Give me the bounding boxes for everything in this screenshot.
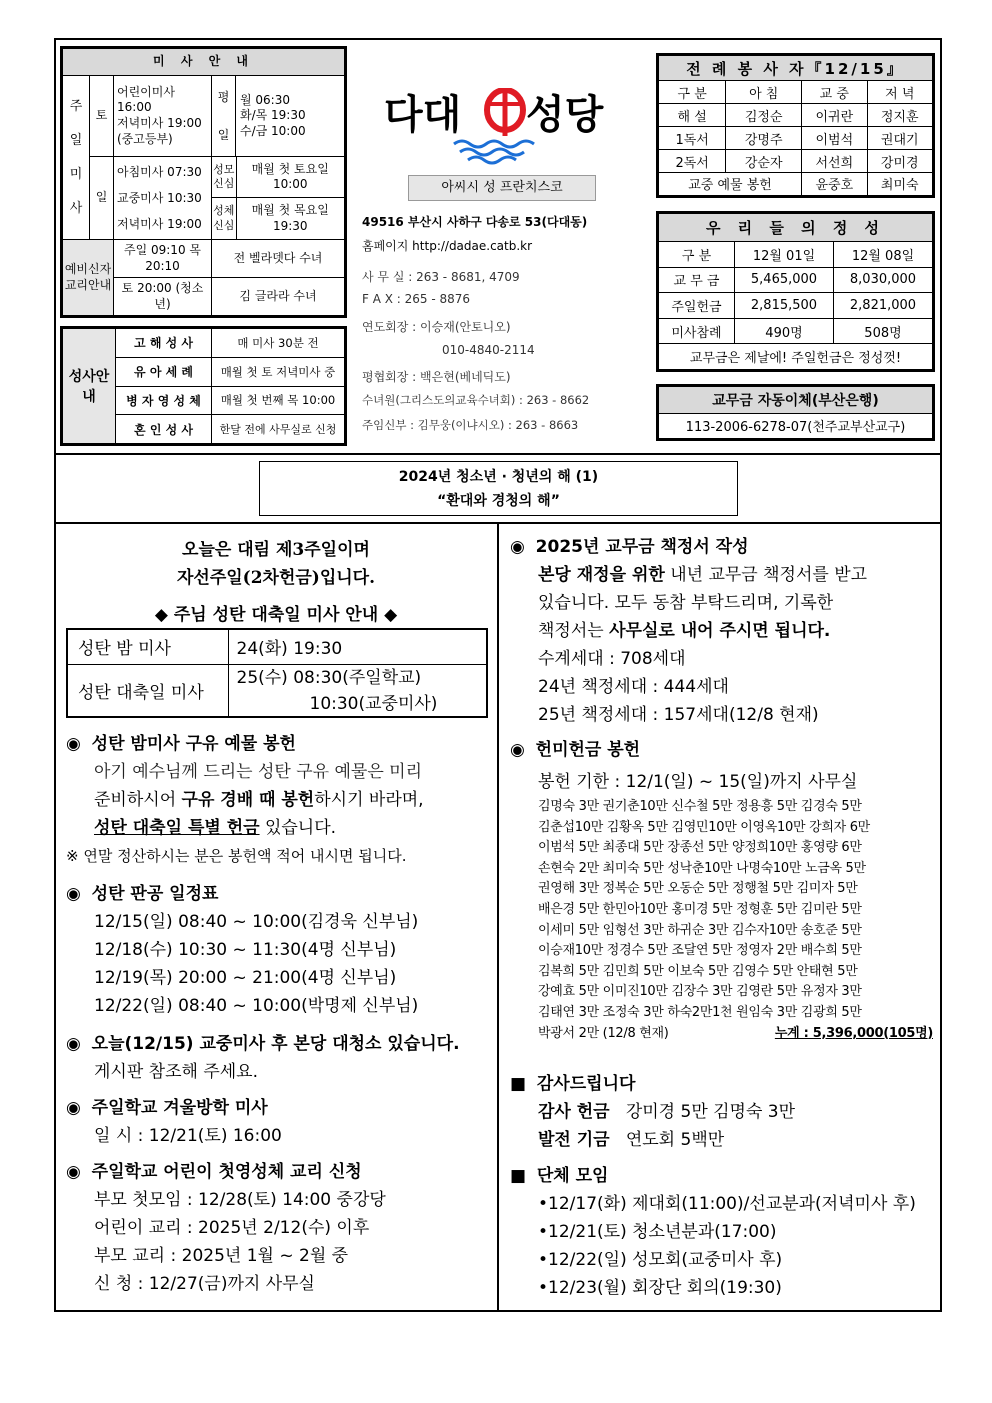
servers-header: 아 침: [726, 81, 802, 104]
sacraments-box: [60, 326, 347, 446]
christmas-mass-name: 성탄 대축일 미사: [68, 664, 228, 717]
group-item: •12/17(화) 제대회(11:00)/선교분과(저녁미사 후): [538, 1194, 916, 1214]
sacrament-name: 유 아 세 례: [116, 357, 212, 386]
bullet-icon: ◉: [510, 537, 525, 557]
year-theme-box: [259, 461, 738, 516]
holy-mother-time: 매월 첫 토요일 10:00: [236, 157, 344, 198]
sacraments-label: 성사안내: [63, 329, 116, 444]
servers-name: 권대기: [867, 127, 932, 150]
donor-row: 손현숙 2만 최미숙 5만 성낙춘10만 나명숙10만 노금옥 5만: [538, 860, 866, 876]
federation-phone: 010-4840-2114: [442, 343, 535, 357]
logo-text-2: 성당: [526, 92, 604, 138]
bullet-icon: ◉: [66, 1034, 81, 1054]
offerings-note: 교무금은 제날에! 주일헌금은 정성껏!: [659, 344, 933, 370]
catechumen-adult-time: 주일 09:10 목 20:10: [114, 240, 212, 278]
sunday-masses: 아침미사 07:30 교중미사 10:30 저녁미사 19:00: [114, 156, 212, 239]
donor-row: 강예효 5만 이미진10만 김장수 3만 김영란 5만 유정자 3만: [538, 984, 862, 1000]
donor-list: [538, 797, 933, 1044]
offerings-header: 구 분: [659, 242, 735, 268]
servers-header: 저 녁: [867, 81, 932, 104]
offerings-value: 8,030,000: [833, 267, 932, 293]
auto-transfer-account: 113-2006-6278-07(천주교부산교구): [659, 413, 933, 438]
cross-icon: [487, 88, 524, 136]
holy-heart-label: 성체신심: [212, 198, 236, 239]
donor-row: 이승재10만 정경수 5만 조달연 5만 정영자 2만 배수희 5만: [538, 943, 862, 959]
servers-box: [656, 53, 935, 198]
servers-name: 서선희: [802, 150, 867, 173]
pledge-stat: 24년 책정세대 : 444세대: [538, 677, 729, 697]
pastor-phone: 주임신부 : 김무웅(이냐시오) : 263 - 8663: [362, 418, 579, 432]
servers-name: 이귀란: [802, 104, 867, 127]
group-item: •12/23(월) 회장단 회의(19:30): [538, 1278, 782, 1298]
bullet-icon: ◉: [66, 734, 81, 754]
offerings-value: 5,465,000: [735, 267, 834, 293]
servers-name: 김정순: [726, 104, 802, 127]
convent-phone: 수녀원(그리스도의교육수녀회) : 263 - 8662: [362, 393, 590, 407]
group-item: •12/22(일) 성모회(교중미사 후): [538, 1250, 783, 1270]
year-theme-line1: 2024년 청소년 · 청년의 해 (1): [398, 469, 599, 485]
confession-row: 12/22(일) 08:40 ~ 10:00(박명제 신부님): [94, 996, 419, 1016]
servers-header: 구 분: [659, 81, 726, 104]
office-phone: 사 무 실 : 263 - 8681, 4709: [362, 270, 520, 284]
parish-patron: 아씨시 성 프란치스코: [408, 175, 596, 201]
bullet-icon: ◉: [66, 1098, 81, 1118]
christmas-mass-time: 25(수) 08:30(주일학교) 10:30(교중미사): [228, 664, 486, 717]
donor-row: 김명숙 3만 권기춘10만 신수철 5만 정용흥 5만 김경숙 5만: [538, 799, 862, 814]
donation-deadline: 봉헌 기한 : 12/1(일) ~ 15(일)까지 사무실: [538, 772, 858, 792]
mass-info-title: 미 사 안 내: [63, 49, 345, 76]
offerings-header: 12월 01일: [735, 242, 834, 268]
communion-section: ◉ 주일학교 어린이 첫영성체 교리 신청 부모 첫모임 : 12/28(토) 14:00 중강당 어린이 교리 : 2025년 2/12(수) 이후 부모 교리 : 2025년 1월 ~ 2월 중 신 청 : 12/27(금)까지 사무실: [66, 1162, 386, 1294]
servers-role: 2독서: [659, 150, 726, 173]
catechumen-label: 예비신자 교리안내: [63, 240, 114, 316]
logo-graphic: [384, 88, 624, 168]
auto-transfer-box: [656, 384, 935, 441]
parish-address: 49516 부산시 사하구 다송로 53(다대동): [362, 215, 588, 229]
pledge-section: ◉ 2025년 교무금 책정서 작성 본당 재정을 위한 내년 교무금 책정서를 받고 있습니다. 모두 동참 부탁드리며, 기록한 책정서는 사무실로 내어 주시면 됩니다. 수계세대 : 708세대 24년 책정세대 : 444세대 25년 책정세대 : 157세대(12/8 현재): [510, 533, 935, 729]
donor-row: 권영해 3만 정복순 5만 오동순 5만 정행철 5만 김미자 5만: [538, 881, 858, 897]
offerings-row-label: 주일헌금: [659, 293, 735, 319]
servers-role: 1독서: [659, 127, 726, 150]
christmas-mass-name: 성탄 밤 미사: [68, 630, 228, 664]
header-divider: [54, 453, 942, 455]
donor-row: 김태연 3만 조정숙 3만 하숙2만1천 원임숙 3만 김광희 5만: [538, 1004, 862, 1020]
sacrament-name: 병 자 영 성 체: [116, 386, 212, 415]
offerings-value: 2,821,000: [833, 293, 932, 319]
pledge-stat: 25년 책정세대 : 157세대(12/8 현재): [538, 705, 819, 725]
offerings-box: [656, 211, 935, 372]
column-divider: [497, 522, 499, 1312]
gift-note: ※ 연말 정산하시는 분은 봉헌액 적어 내시면 됩니다.: [66, 847, 407, 865]
offerings-header: 12월 08일: [833, 242, 932, 268]
confession-row: 12/19(목) 20:00 ~ 21:00(4명 신부님): [94, 968, 397, 988]
sacrament-time: 매 미사 30분 전: [212, 329, 345, 358]
sacrament-time: 매월 첫 번째 목 10:00: [212, 386, 345, 415]
sacrament-time: 한달 전에 사무실로 신청: [212, 415, 345, 444]
fax: F A X : 265 - 8876: [362, 292, 471, 306]
auto-transfer-title: 교무금 자동이체(부산은행): [659, 387, 933, 414]
offering-name: 최미숙: [867, 172, 932, 195]
square-bullet-icon: ■: [510, 1166, 527, 1186]
servers-header: 교 중: [802, 81, 867, 104]
servers-title: 전 례 봉 사 자『12/15』: [659, 56, 933, 81]
sunday-intro: 오늘은 대림 제3주일이며 자선주일(2차헌금)입니다.: [176, 540, 376, 588]
bullet-icon: ◉: [66, 1162, 81, 1182]
year-theme-line2: “환대와 경청의 해”: [437, 493, 560, 509]
servers-name: 강순자: [726, 150, 802, 173]
offerings-value: 2,815,500: [735, 293, 834, 319]
offerings-row-label: 교 무 금: [659, 267, 735, 293]
group-item: •12/21(토) 청소년분과(17:00): [538, 1222, 777, 1242]
waves-icon: [454, 141, 534, 163]
catechumen-youth-teacher: 김 글라라 수녀: [212, 278, 345, 316]
mass-info-box: [60, 46, 347, 318]
offerings-title: 우 리 들 의 정 성: [659, 214, 933, 242]
groups-section: ■ 단체 모임 •12/17(화) 제대회(11:00)/선교분과(저녁미사 후) •12/21(토) 청소년분과(17:00) •12/22(일) 성모회(교중미사 후) •12/23(월) 회장단 회의(19:30): [510, 1162, 935, 1302]
donor-row: 김복희 5만 김민희 5만 이보숙 5만 김영수 5만 안태현 5만: [538, 963, 858, 979]
donor-row: 이세미 5만 임형선 3만 하귀순 3만 김수자10만 송호준 5만: [538, 922, 862, 938]
sacrament-time: 매월 첫 토 저녁미사 중: [212, 357, 345, 386]
offerings-row-label: 미사참례: [659, 318, 735, 344]
council-head: 평협회장 : 백은현(베네딕도): [362, 370, 511, 384]
holy-mother-label: 성모신심: [212, 157, 236, 198]
confession-row: 12/15(일) 08:40 ~ 10:00(김경욱 신부님): [94, 912, 419, 932]
logo-text: 다대: [384, 92, 462, 138]
federation-head: 연도회장 : 이승재(안토니오): [362, 320, 511, 334]
parish-logo: [384, 88, 624, 148]
confession-row: 12/18(수) 10:30 ~ 11:30(4명 신부님): [94, 940, 397, 960]
gift-title: 성탄 밤미사 구유 예물 봉헌: [91, 734, 296, 754]
servers-role: 해 설: [659, 104, 726, 127]
sunday-label: 일: [90, 156, 114, 239]
catechumen-adult-teacher: 전 벨라뎃다 수녀: [212, 240, 345, 278]
gift-section: ◉ 성탄 밤미사 구유 예물 봉헌 아기 예수님께 드리는 성탄 구유 예물은 미리 준비하시어 구유 경배 때 봉헌하시기 바라며, 성탄 대축일 특별 헌금 있습니다. ※ 연말 정산하시는 분은 봉헌액 적어 내시면 됩니다.: [66, 730, 490, 870]
holy-heart-time: 매월 첫 목요일 19:30: [236, 198, 344, 239]
confession-section: ◉ 성탄 판공 일정표 12/15(일) 08:40 ~ 10:00(김경욱 신부님) 12/18(수) 10:30 ~ 11:30(4명 신부님) 12/19(목) 20:00 ~ 21:00(4명 신부님) 12/22(일) 08:40 ~ 10:00(박명제 신부님): [66, 880, 490, 1020]
catechumen-youth-time: 토 20:00 (청소년): [114, 278, 212, 316]
saturday-masses: 어린이미사 16:00 저녁미사 19:00 (중고등부): [114, 76, 212, 157]
offerings-value: 490명: [735, 318, 834, 344]
thanks-section: ■ 감사드립니다 감사 헌금 강미경 5만 김명숙 3만 발전 기금 연도회 5백만: [510, 1074, 796, 1150]
bullet-icon: ◉: [66, 884, 81, 904]
weekday-label: 평 일: [212, 76, 236, 157]
parish-homepage[interactable]: 홈페이지 http://dadae.catb.kr: [362, 239, 533, 253]
offerings-value: 508명: [833, 318, 932, 344]
donation-section: ◉ 헌미헌금 봉헌 봉헌 기한 : 12/1(일) ~ 15(일)까지 사무실: [510, 736, 935, 796]
donor-row: 김춘섭10만 김황옥 5만 김영민10만 이영옥10만 강희자 6만: [538, 819, 870, 835]
saturday-label: 토: [90, 76, 114, 157]
pledge-stat: 수계세대 : 708세대: [538, 649, 686, 669]
servers-name: 강미경: [867, 150, 932, 173]
servers-name: 강명주: [726, 127, 802, 150]
donor-row: 배은경 5만 한민아10만 홍미경 5만 정형훈 5만 김미란 5만: [538, 901, 862, 917]
sacrament-name: 혼 인 성 사: [116, 415, 212, 444]
christmas-mass-time: 24(화) 19:30: [228, 630, 486, 664]
servers-name: 정지훈: [867, 104, 932, 127]
donor-last-row: 박광서 2만 (12/8 현재) 누계 : 5,396,000(105명): [538, 1024, 933, 1045]
offering-label: 교중 예물 봉헌: [659, 172, 802, 195]
donor-row: 이범석 5만 최종대 5만 장종선 5만 양정희10만 홍영량 6만: [538, 840, 862, 856]
cleaning-section: ◉ 오늘(12/15) 교중미사 후 본당 대청소 있습니다. 게시판 참조해 주세요.: [66, 1034, 460, 1082]
christmas-mass-table: [66, 628, 488, 718]
bullet-icon: ◉: [510, 740, 525, 760]
donor-total: 누계 : 5,396,000(105명): [774, 1025, 933, 1041]
christmas-title: ◆ 주님 성탄 대축일 미사 안내 ◆: [154, 605, 398, 625]
square-bullet-icon: ■: [510, 1074, 527, 1094]
devotion-cell: [212, 156, 345, 239]
sacrament-name: 고 해 성 사: [116, 329, 212, 358]
weekday-masses: 월 06:30 화/목 19:30 수/금 10:00: [236, 76, 345, 157]
sunday-mass-label: 주 일 미 사: [63, 76, 90, 240]
offering-name: 윤중호: [802, 172, 867, 195]
servers-name: 이범석: [802, 127, 867, 150]
winter-mass-section: ◉ 주일학교 겨울방학 미사 일 시 : 12/21(토) 16:00: [66, 1098, 282, 1146]
